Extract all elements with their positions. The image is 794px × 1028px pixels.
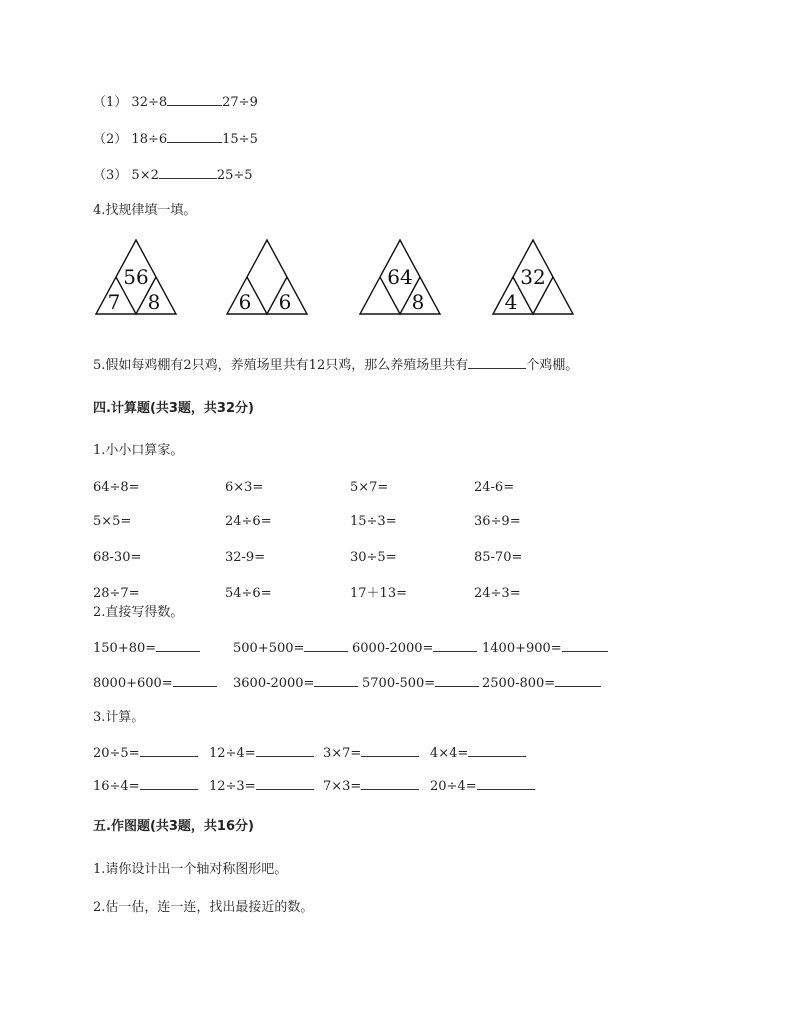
calc1-item: 15÷3=	[350, 514, 397, 529]
answer-blank[interactable]	[256, 778, 314, 790]
answer-blank[interactable]	[314, 675, 358, 687]
triangle-top-number: 56	[123, 265, 149, 289]
answer-blank[interactable]	[173, 675, 217, 687]
q5-after: 个鸡棚。	[526, 358, 579, 373]
calc2-expr: 6000-2000=	[352, 641, 434, 656]
compare-right: 27÷9	[222, 95, 258, 110]
pattern-triangle-1	[94, 238, 178, 316]
calc3-item	[430, 778, 535, 796]
calc2-item	[362, 675, 479, 693]
calc3-item	[430, 745, 526, 763]
triangle-top-number: 32	[520, 265, 546, 289]
calc2-item	[233, 675, 358, 693]
answer-blank[interactable]	[140, 745, 198, 757]
compare-left: 18÷6	[131, 132, 168, 147]
triangle-right-number: 6	[278, 290, 292, 314]
compare-item-2	[93, 131, 258, 149]
answer-blank[interactable]	[555, 675, 601, 687]
draw2-title: 2.估一估，连一连，找出最接近的数。	[93, 900, 314, 915]
answer-blank[interactable]	[256, 745, 314, 757]
calc2-expr: 500+500=	[233, 641, 305, 656]
calc3-expr: 4×4=	[430, 746, 469, 761]
calc1-item: 17＋13=	[350, 586, 407, 601]
calc1-item: 5×5=	[93, 514, 132, 529]
compare-item-3	[93, 167, 253, 185]
answer-blank[interactable]	[562, 640, 608, 652]
answer-blank[interactable]	[140, 778, 198, 790]
calc2-title: 2.直接写得数。	[93, 605, 184, 620]
compare-right: 15÷5	[222, 132, 258, 147]
answer-blank[interactable]	[167, 131, 222, 143]
calc1-item: 64÷8=	[93, 480, 140, 495]
draw1-title: 1.请你设计出一个轴对称图形吧。	[93, 862, 288, 877]
calc3-item	[323, 745, 419, 763]
calc1-item: 68-30=	[93, 550, 142, 565]
answer-blank[interactable]	[477, 778, 535, 790]
calc1-item: 6×3=	[225, 480, 264, 495]
answer-blank[interactable]	[433, 640, 477, 652]
calc3-expr: 3×7=	[323, 746, 362, 761]
q4-title: 4.找规律填一填。	[93, 203, 197, 218]
calc3-item	[323, 778, 419, 796]
calc2-item	[482, 675, 601, 693]
calc3-item	[209, 745, 314, 763]
compare-right: 25÷5	[216, 168, 253, 183]
calc1-item: 30÷5=	[350, 550, 397, 565]
calc1-item: 85-70=	[474, 550, 523, 565]
calc1-item: 24÷6=	[225, 514, 272, 529]
answer-blank[interactable]	[167, 94, 222, 106]
answer-blank[interactable]	[159, 167, 217, 179]
calc2-expr: 150+80=	[93, 641, 157, 656]
calc1-item: 28÷7=	[93, 586, 140, 601]
calc2-item	[233, 640, 348, 658]
calc1-item: 5×7=	[350, 480, 389, 495]
calc2-expr: 1400+900=	[482, 641, 562, 656]
pattern-triangle-4	[491, 238, 575, 316]
calc3-item	[93, 778, 198, 796]
calc3-item	[93, 745, 198, 763]
triangle-left-number: 4	[504, 290, 518, 314]
calc2-expr: 8000+600=	[93, 676, 173, 691]
q5-text	[93, 357, 578, 375]
calc1-item: 54÷6=	[225, 586, 272, 601]
calc1-item: 36÷9=	[474, 514, 521, 529]
calc2-expr: 5700-500=	[362, 676, 436, 691]
compare-num: （2）	[93, 132, 128, 147]
triangle-top-number: 64	[387, 265, 413, 289]
answer-blank[interactable]	[435, 675, 479, 687]
pattern-triangle-3	[358, 238, 442, 316]
calc1-item: 24÷3=	[474, 586, 521, 601]
calc3-expr: 16÷4=	[93, 779, 140, 794]
compare-num: （3）	[93, 168, 128, 183]
answer-blank[interactable]	[468, 745, 526, 757]
calc3-title: 3.计算。	[93, 710, 145, 725]
q5-before: 5.假如每鸡棚有2只鸡，养殖场里共有12只鸡，那么养殖场里共有	[93, 358, 469, 373]
section-4-title: 四.计算题(共3题，共32分)	[93, 401, 254, 416]
calc1-item: 24-6=	[474, 480, 515, 495]
pattern-triangle-2	[225, 238, 309, 316]
calc2-item	[93, 640, 200, 658]
section-5-title: 五.作图题(共3题，共16分)	[93, 819, 254, 834]
calc3-item	[209, 778, 314, 796]
compare-num: （1）	[93, 95, 128, 110]
compare-item-1	[93, 94, 258, 112]
calc3-expr: 7×3=	[323, 779, 362, 794]
triangle-left-number: 6	[238, 290, 252, 314]
calc2-expr: 3600-2000=	[233, 676, 315, 691]
calc3-expr: 20÷5=	[93, 746, 140, 761]
calc3-expr: 12÷3=	[209, 779, 256, 794]
calc1-title: 1.小小口算家。	[93, 443, 184, 458]
triangle-right-number: 8	[411, 290, 425, 314]
calc2-expr: 2500-800=	[482, 676, 556, 691]
answer-blank[interactable]	[361, 778, 419, 790]
compare-left: 32÷8	[131, 95, 168, 110]
calc2-item	[352, 640, 477, 658]
calc3-expr: 12÷4=	[209, 746, 256, 761]
triangle-right-number: 8	[147, 290, 161, 314]
answer-blank[interactable]	[156, 640, 200, 652]
answer-blank[interactable]	[304, 640, 348, 652]
calc3-expr: 20÷4=	[430, 779, 477, 794]
compare-left: 5×2	[131, 168, 159, 183]
calc1-item: 32-9=	[225, 550, 266, 565]
calc2-item	[93, 675, 217, 693]
triangle-left-number: 7	[107, 290, 121, 314]
calc2-item	[482, 640, 608, 658]
answer-blank[interactable]	[468, 357, 526, 369]
answer-blank[interactable]	[361, 745, 419, 757]
